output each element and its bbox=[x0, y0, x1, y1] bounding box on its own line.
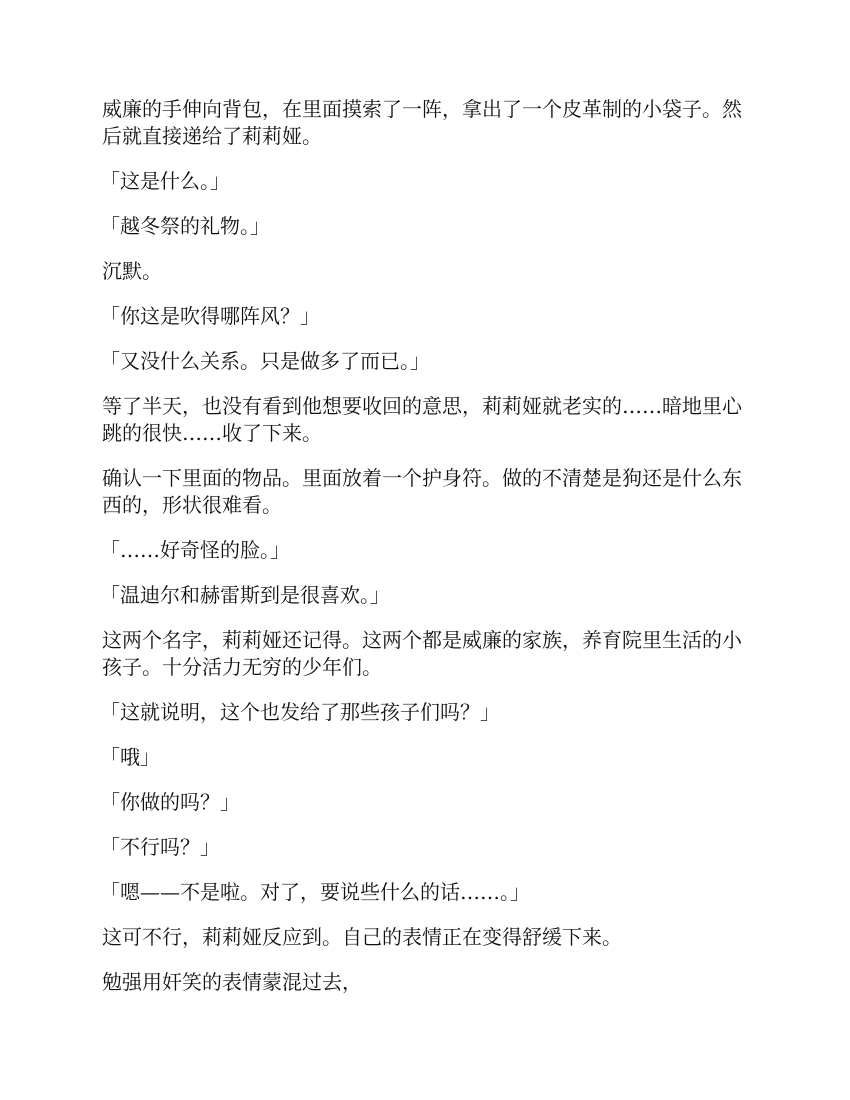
narration-paragraph: 这可不行，莉莉娅反应到。自己的表情正在变得舒缓下来。 bbox=[102, 925, 622, 949]
dialogue-line: 「不行吗？」 bbox=[100, 835, 220, 859]
dialogue-line: 「这是什么。」 bbox=[100, 169, 230, 193]
narration-paragraph: 这两个名字，莉莉娅还记得。这两个都是威廉的家族，养育院里生活的小孩子。十分活力无穷的少年们。 bbox=[102, 628, 742, 679]
dialogue-line: 「嗯——不是啦。对了，要说些什么的话……。」 bbox=[100, 880, 530, 904]
dialogue-line: 「温迪尔和赫雷斯到是很喜欢。」 bbox=[100, 583, 390, 607]
narration-paragraph: 勉强用奸笑的表情蒙混过去， bbox=[102, 970, 362, 994]
dialogue-line: 「越冬祭的礼物。」 bbox=[100, 214, 270, 238]
narration-paragraph: 等了半天，也没有看到他想要收回的意思，莉莉娅就老实的……暗地里心跳的很快……收了下来。 bbox=[102, 394, 742, 445]
dialogue-line: 「又没什么关系。只是做多了而已。」 bbox=[100, 349, 430, 373]
dialogue-line: 「你这是吹得哪阵风？」 bbox=[100, 304, 320, 328]
dialogue-line: 「你做的吗？」 bbox=[100, 790, 240, 814]
dialogue-line: 「这就说明，这个也发给了那些孩子们吗？」 bbox=[100, 700, 500, 724]
narration-paragraph: 确认一下里面的物品。里面放着一个护身符。做的不清楚是狗还是什么东西的，形状很难看。 bbox=[102, 466, 742, 517]
narration-paragraph: 威廉的手伸向背包，在里面摸索了一阵，拿出了一个皮革制的小袋子。然后就直接递给了莉莉娅。 bbox=[102, 97, 742, 148]
narration-paragraph: 沉默。 bbox=[102, 259, 162, 283]
document-text-body bbox=[102, 96, 752, 1014]
dialogue-line: 「哦」 bbox=[100, 745, 160, 769]
dialogue-line: 「……好奇怪的脸。」 bbox=[100, 538, 290, 562]
